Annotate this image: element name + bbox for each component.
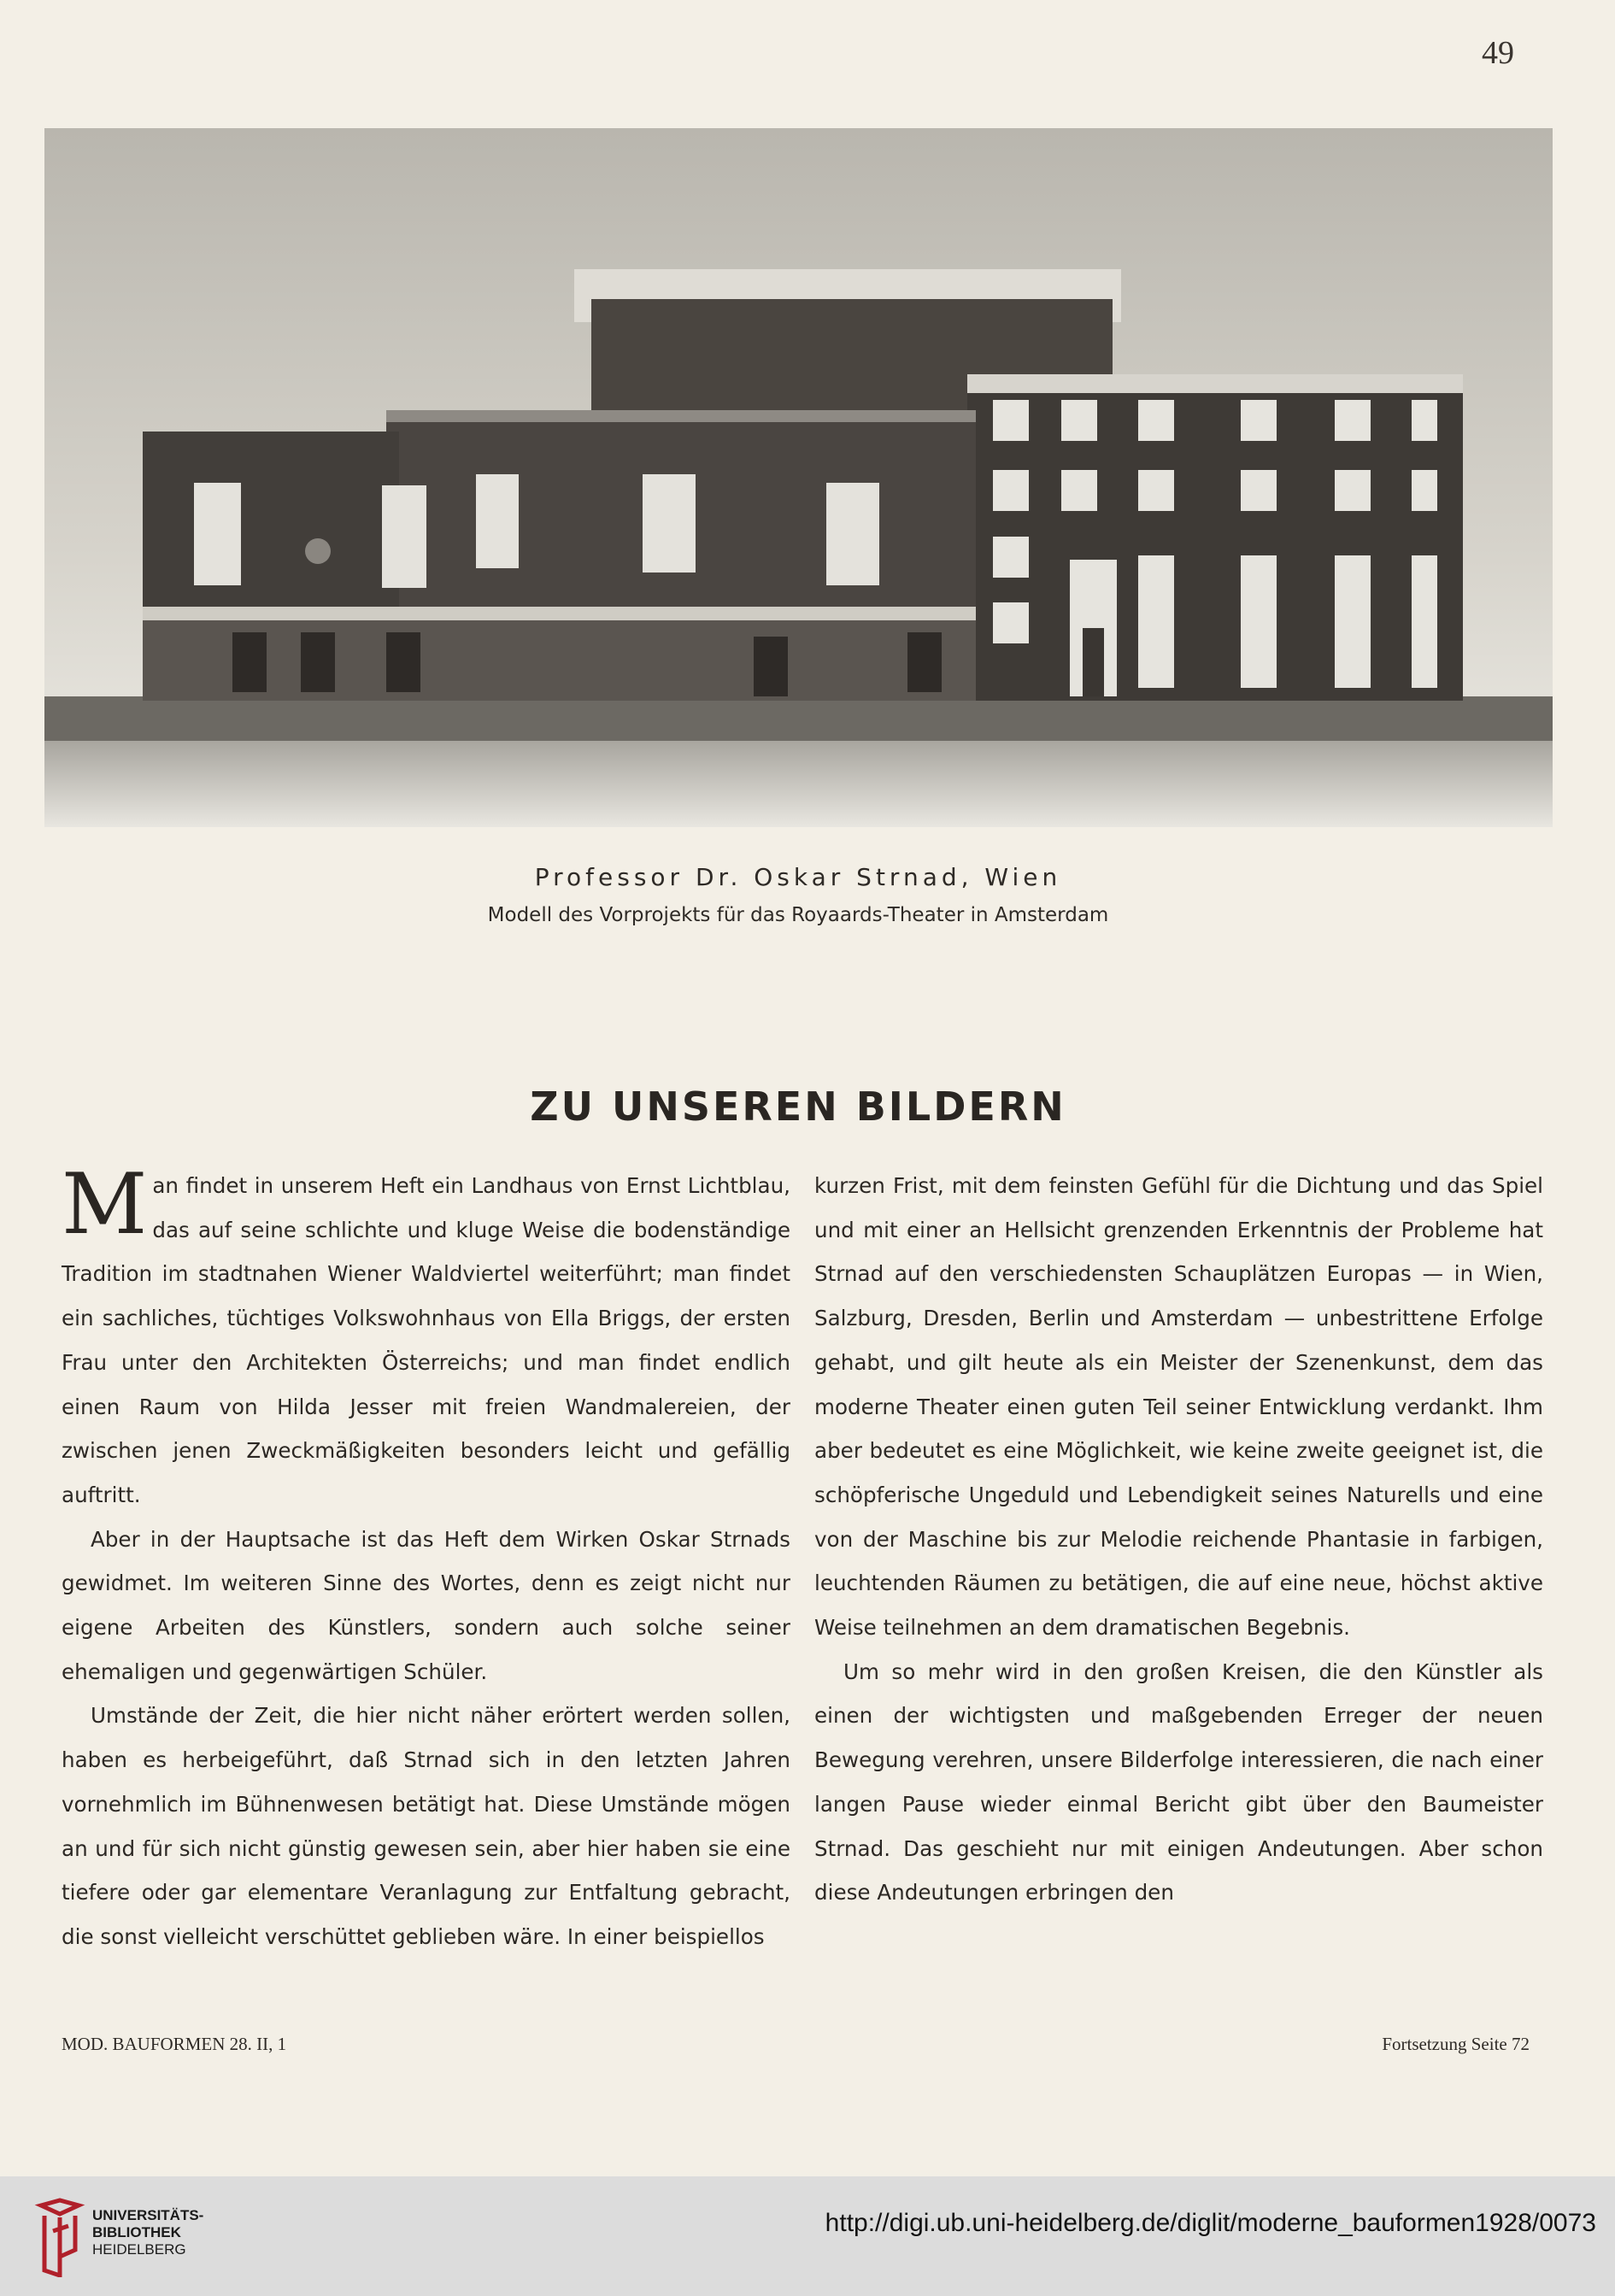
journal-reference: MOD. BAUFORMEN 28. II, 1 — [62, 2034, 287, 2054]
figure-caption-name: Professor Dr. Oskar Strnad, Wien — [534, 863, 1062, 891]
library-name-line3: HEIDELBERG — [92, 2241, 186, 2258]
library-name — [92, 2207, 203, 2258]
university-library-logo-icon — [34, 2197, 85, 2277]
library-name-line2: BIBLIOTHEK — [92, 2224, 181, 2240]
article-column-right — [814, 1164, 1543, 1915]
theater-model-photo — [44, 128, 1553, 827]
page-number: 49 — [1482, 35, 1514, 71]
paragraph-text: an findet in unserem Heft ein Landhaus von Ernst Lichtblau, das auf seine schlichte und kluge Weise die bodenständige Tradition im stadtnahen Wiener Waldviertel weiterführt; man findet ein sachliches, tüchtiges Volkswohnhaus von Ella Briggs, der ersten Frau unter den Architekten Österreichs; und man findet endlich einen Raum von Hilda Jesser mit freien Wandmalereien, der zwischen jenen Zweckmäßigkeiten besonders leicht und gefällig auftritt. — [62, 1173, 790, 1507]
paragraph — [62, 1156, 790, 1518]
drop-cap: M — [62, 1156, 148, 1254]
permalink-url[interactable]: http://digi.ub.uni-heidelberg.de/diglit/moderne_bauformen1928/0073 — [825, 2209, 1596, 2237]
paragraph: Aber in der Hauptsache ist das Heft dem Wirken Oskar Strnads gewidmet. Im weiteren Sinne des Wortes, denn es zeigt nicht nur eigene Arbeiten des Künstlers, sondern auch solche seiner ehemaligen und gegenwärtigen Schüler. — [62, 1526, 790, 1684]
theater-model-illustration — [44, 128, 1553, 827]
paragraph: Um so mehr wird in den großen Kreisen, die den Künstler als einen der wichtigsten und maßgebenden Erreger der neuen Bewegung verehren, unsere Bilderfolge interessieren, die nach einer langen Pause wieder einmal Bericht gibt über den Baumeister Strnad. Das geschieht nur mit einigen Andeutungen. Aber schon diese Andeutungen erbringen den — [814, 1659, 1543, 1906]
library-name-line1: UNIVERSITÄTS- — [92, 2207, 204, 2223]
article-column-left — [62, 1156, 790, 1959]
paragraph: kurzen Frist, mit dem feinsten Gefühl für die Dichtung und das Spiel und mit einer an Hellsicht grenzenden Erkenntnis der Probleme hat Strnad auf den verschiedensten Schauplätzen Europas — in Wien, Salzburg, Dresden, Berlin und Amsterdam — unbestrittene Erfolge gehabt, und gilt heute als ein Meister der Szenenkunst, dem das moderne Theater einen guten Teil seiner Entwicklung verdankt. Ihm aber bedeutet es eine Möglichkeit, wie keine zweite geeignet ist, die schöpferische Ungeduld und Lebendigkeit seines Naturells und eine von der Maschine bis zur Melodie reichende Phantasie in farbigen, leuchtenden Räumen zu betätigen, die auf eine neue, höchst aktive Weise teilnehmen an dem dramatischen Begebnis. — [814, 1173, 1543, 1641]
continuation-note: Fortsetzung Seite 72 — [1382, 2034, 1530, 2054]
article-title: ZU UNSEREN BILDERN — [530, 1083, 1066, 1130]
figure-caption-subtitle: Modell des Vorprojekts für das Royaards-Theater in Amsterdam — [487, 904, 1109, 926]
library-banner — [0, 2176, 1615, 2296]
paragraph: Umstände der Zeit, die hier nicht näher erörtert werden sollen, haben es herbeigeführt, daß Strnad sich in den letzten Jahren vornehmlich im Bühnenwesen betätigt hat. Diese Umstände mögen an und für sich nicht günstig gewesen sein, aber hier haben sie eine tiefere oder gar elementare Veranlagung zur Entfaltung gebracht, die sonst vielleicht verschüttet geblieben wäre. In einer beispiellos — [62, 1703, 790, 1949]
